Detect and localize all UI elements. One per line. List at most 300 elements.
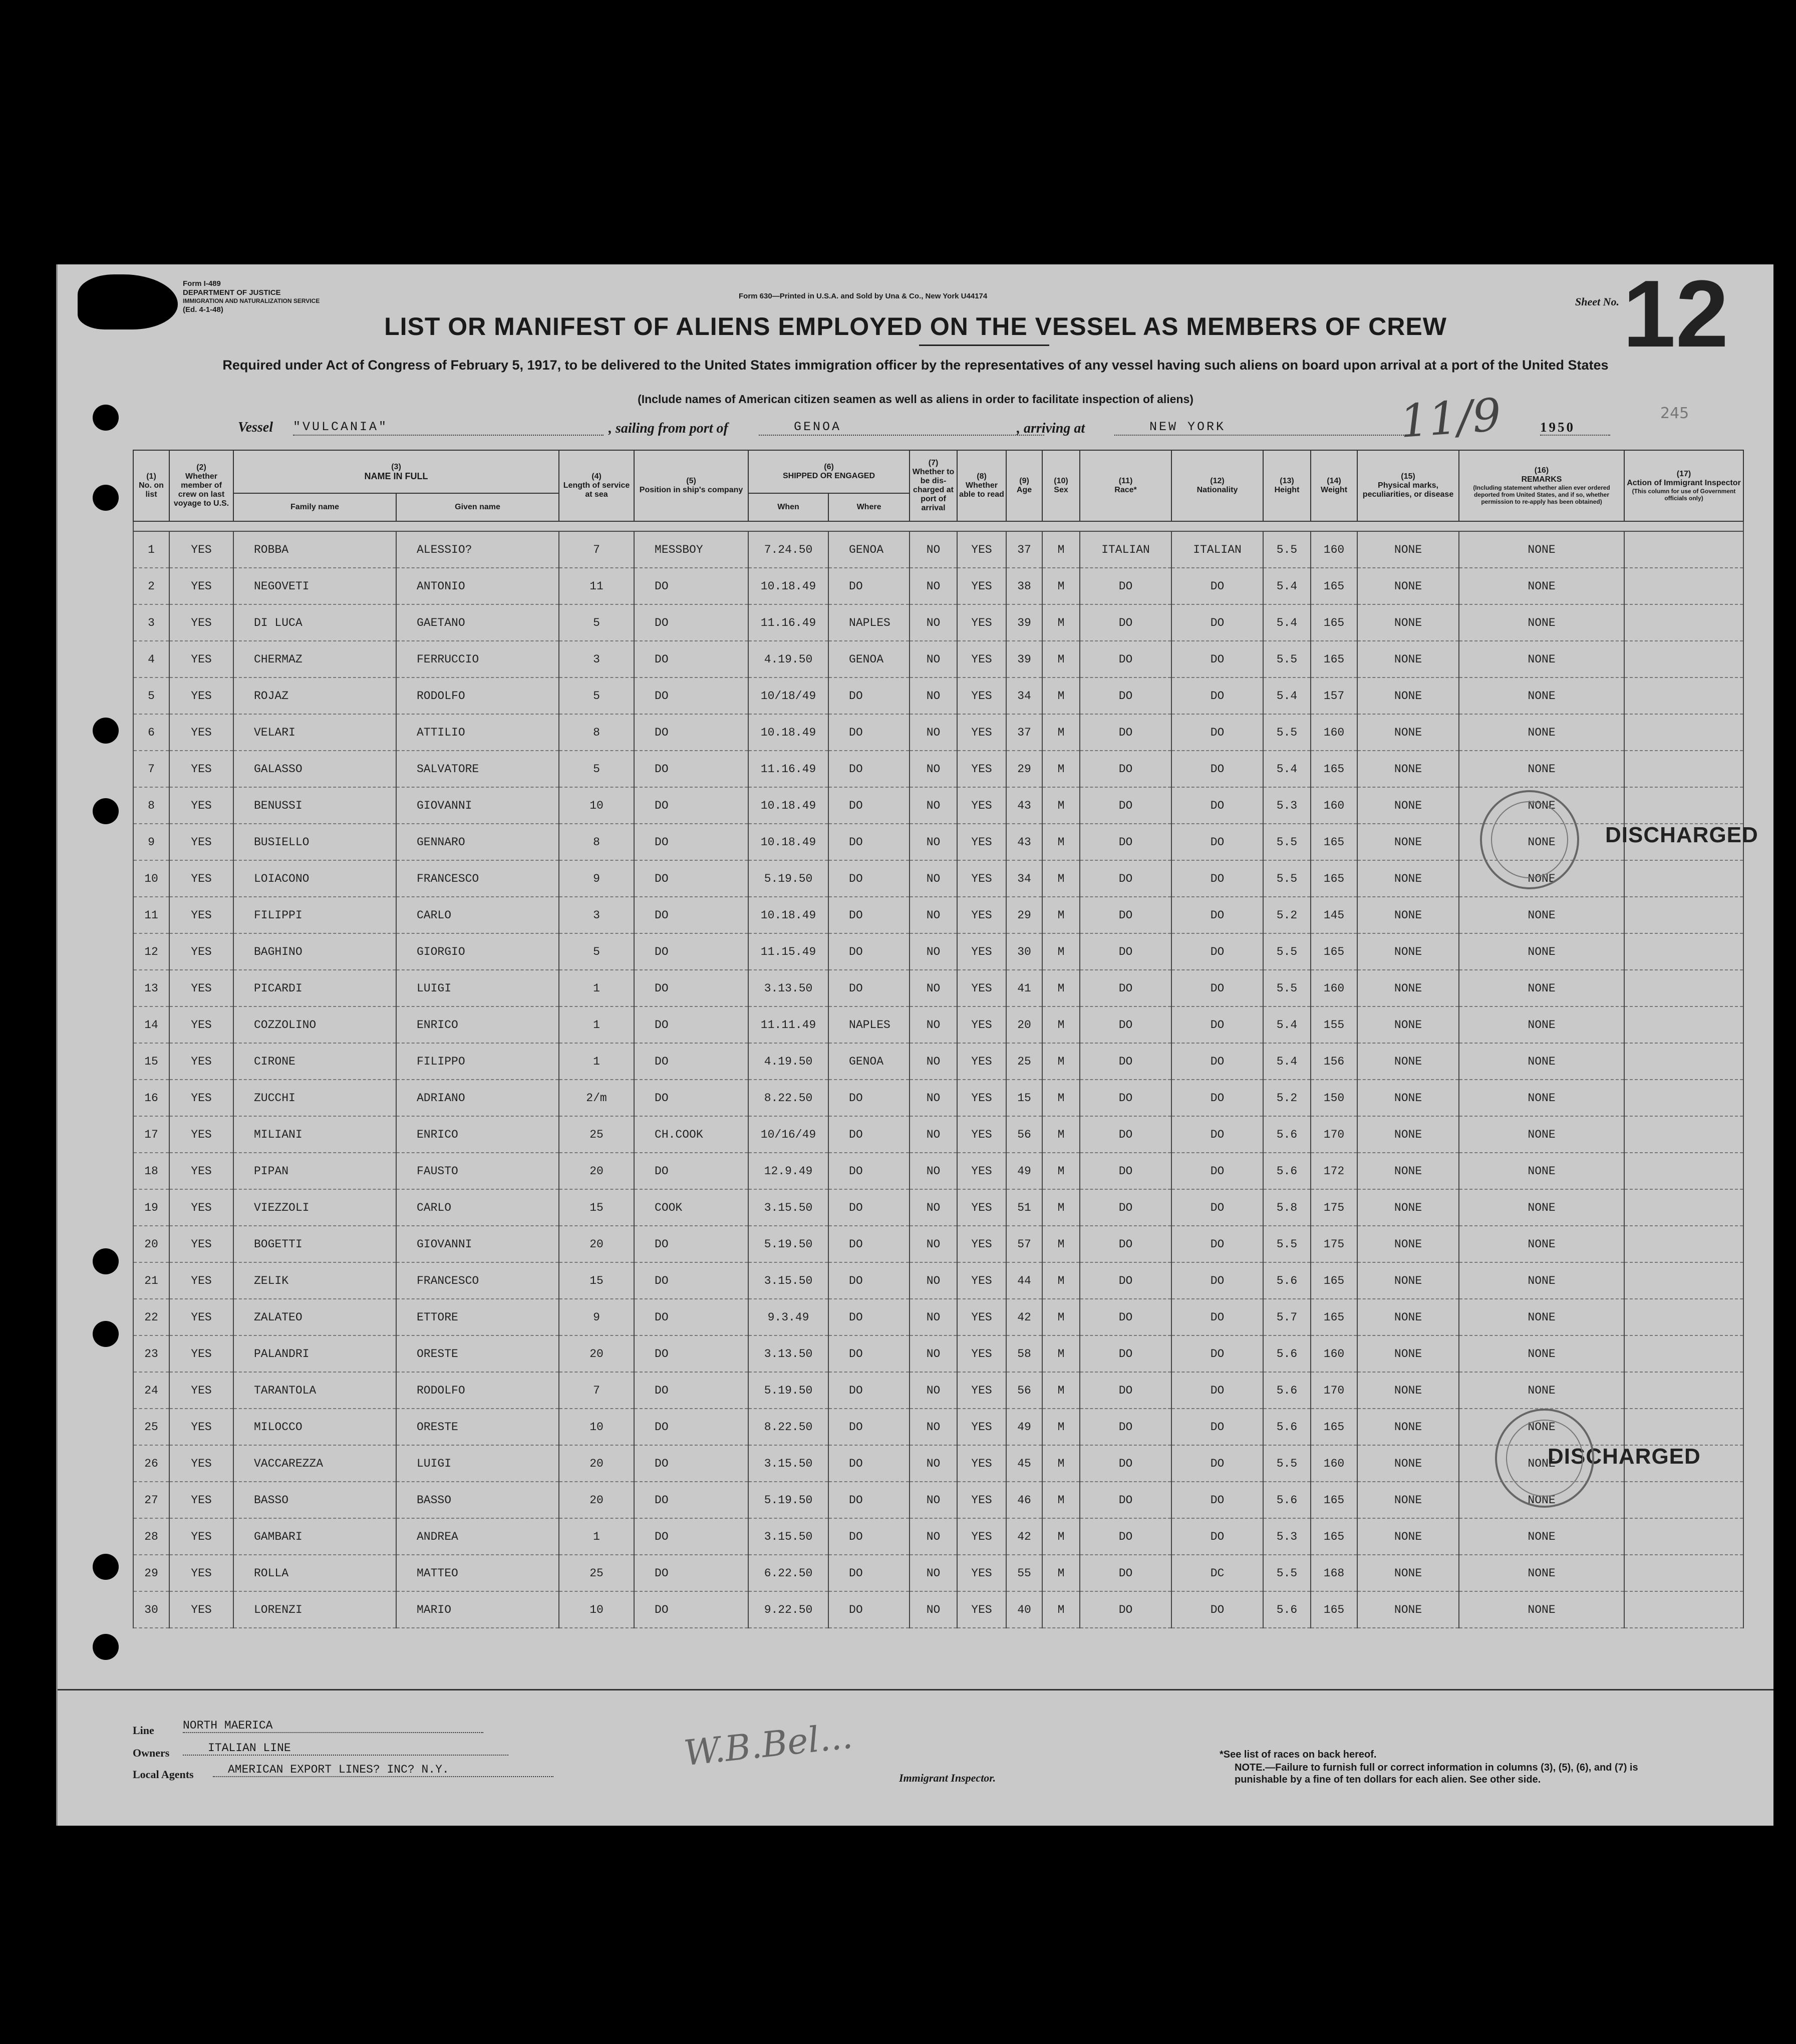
service-length: 1 xyxy=(559,1043,634,1080)
height: 5.4 xyxy=(1263,677,1311,714)
sex: M xyxy=(1042,897,1080,933)
nationality: DC xyxy=(1171,1555,1263,1591)
to-be-discharged: NO xyxy=(910,641,957,677)
race: DO xyxy=(1080,1262,1171,1299)
table-row xyxy=(133,1153,1743,1189)
col-header-age: (9) Age xyxy=(1006,450,1042,521)
weight: 156 xyxy=(1311,1043,1357,1080)
age: 30 xyxy=(1006,933,1042,970)
shipped-when: 5.19.50 xyxy=(748,1226,828,1262)
crew-last-voyage: YES xyxy=(169,824,233,860)
row-number: 19 xyxy=(133,1189,169,1226)
service-length: 2/m xyxy=(559,1080,634,1116)
to-be-discharged: NO xyxy=(910,860,957,897)
weight: 150 xyxy=(1311,1080,1357,1116)
able-to-read: YES xyxy=(957,1262,1006,1299)
position: DO xyxy=(634,970,748,1006)
row-number: 17 xyxy=(133,1116,169,1153)
department: DEPARTMENT OF JUSTICE xyxy=(183,288,281,297)
shipped-where: DO xyxy=(828,1226,910,1262)
able-to-read: YES xyxy=(957,1006,1006,1043)
vessel-field[interactable]: "VULCANIA" xyxy=(293,420,604,436)
able-to-read: YES xyxy=(957,1116,1006,1153)
family-name: VELARI xyxy=(233,714,396,751)
crew-last-voyage: YES xyxy=(169,1518,233,1555)
col-header-no: (1) No. on list xyxy=(133,450,169,521)
remarks: NONE xyxy=(1459,824,1624,860)
pencil-number: 245 xyxy=(1660,405,1689,422)
nationality: DO xyxy=(1171,714,1263,751)
weight: 157 xyxy=(1311,677,1357,714)
able-to-read: YES xyxy=(957,1409,1006,1445)
height: 5.6 xyxy=(1263,1591,1311,1628)
age: 15 xyxy=(1006,1080,1042,1116)
sex: M xyxy=(1042,568,1080,604)
remarks: NONE xyxy=(1459,714,1624,751)
row-number: 22 xyxy=(133,1299,169,1335)
remarks: NONE xyxy=(1459,897,1624,933)
remarks: NONE xyxy=(1459,787,1624,824)
weight: 168 xyxy=(1311,1555,1357,1591)
race: DO xyxy=(1080,1409,1171,1445)
physical-marks: NONE xyxy=(1357,531,1459,568)
weight: 165 xyxy=(1311,824,1357,860)
punch-hole xyxy=(93,485,119,511)
service-length: 10 xyxy=(559,1409,634,1445)
inspector-action xyxy=(1624,1555,1743,1591)
inspector-action xyxy=(1624,604,1743,641)
to-be-discharged: NO xyxy=(910,751,957,787)
nationality: DO xyxy=(1171,860,1263,897)
height: 5.5 xyxy=(1263,1555,1311,1591)
inspector-action xyxy=(1624,933,1743,970)
shipped-where: DO xyxy=(828,970,910,1006)
given-name: ADRIANO xyxy=(396,1080,559,1116)
given-name: ANDREA xyxy=(396,1518,559,1555)
race: DO xyxy=(1080,1189,1171,1226)
to-be-discharged: NO xyxy=(910,970,957,1006)
col-header-race: (11) Race* xyxy=(1080,450,1171,521)
port-to-field[interactable]: NEW YORK xyxy=(1114,420,1410,436)
able-to-read: YES xyxy=(957,1482,1006,1518)
remarks: NONE xyxy=(1459,641,1624,677)
race: DO xyxy=(1080,1482,1171,1518)
position: DO xyxy=(634,1482,748,1518)
to-be-discharged: NO xyxy=(910,787,957,824)
weight: 160 xyxy=(1311,1335,1357,1372)
height: 5.4 xyxy=(1263,1043,1311,1080)
remarks: NONE xyxy=(1459,1518,1624,1555)
service-length: 20 xyxy=(559,1445,634,1482)
to-be-discharged: NO xyxy=(910,1409,957,1445)
height: 5.4 xyxy=(1263,751,1311,787)
sex: M xyxy=(1042,751,1080,787)
crew-last-voyage: YES xyxy=(169,1226,233,1262)
family-name: ZELIK xyxy=(233,1262,396,1299)
physical-marks: NONE xyxy=(1357,1445,1459,1482)
to-be-discharged: NO xyxy=(910,1080,957,1116)
remarks: NONE xyxy=(1459,1335,1624,1372)
position: DO xyxy=(634,1555,748,1591)
service-length: 25 xyxy=(559,1116,634,1153)
position: DO xyxy=(634,1372,748,1409)
able-to-read: YES xyxy=(957,677,1006,714)
shipped-where: DO xyxy=(828,897,910,933)
weight: 160 xyxy=(1311,787,1357,824)
given-name: MATTEO xyxy=(396,1555,559,1591)
race: DO xyxy=(1080,1153,1171,1189)
age: 34 xyxy=(1006,677,1042,714)
height: 5.5 xyxy=(1263,531,1311,568)
position: DO xyxy=(634,604,748,641)
given-name: GAETANO xyxy=(396,604,559,641)
col-header-given: Given name xyxy=(396,493,559,521)
height: 5.2 xyxy=(1263,1080,1311,1116)
race: DO xyxy=(1080,1299,1171,1335)
able-to-read: YES xyxy=(957,1445,1006,1482)
race: DO xyxy=(1080,1226,1171,1262)
table-row xyxy=(133,1372,1743,1409)
position: DO xyxy=(634,1262,748,1299)
family-name: PALANDRI xyxy=(233,1335,396,1372)
physical-marks: NONE xyxy=(1357,1518,1459,1555)
weight: 145 xyxy=(1311,897,1357,933)
weight: 165 xyxy=(1311,1409,1357,1445)
service-length: 5 xyxy=(559,751,634,787)
shipped-when: 10/16/49 xyxy=(748,1116,828,1153)
remarks: NONE xyxy=(1459,1299,1624,1335)
sex: M xyxy=(1042,1372,1080,1409)
race: DO xyxy=(1080,677,1171,714)
family-name: CHERMAZ xyxy=(233,641,396,677)
inspector-action xyxy=(1624,1482,1743,1518)
inspection-seal xyxy=(1480,790,1579,889)
age: 43 xyxy=(1006,787,1042,824)
service-length: 3 xyxy=(559,897,634,933)
weight: 165 xyxy=(1311,641,1357,677)
position: DO xyxy=(634,897,748,933)
inspector-action xyxy=(1624,531,1743,568)
crew-last-voyage: YES xyxy=(169,714,233,751)
sex: M xyxy=(1042,714,1080,751)
inspector-action xyxy=(1624,677,1743,714)
sex: M xyxy=(1042,1591,1080,1628)
able-to-read: YES xyxy=(957,1335,1006,1372)
service-length: 5 xyxy=(559,677,634,714)
sex: M xyxy=(1042,1555,1080,1591)
family-name: GALASSO xyxy=(233,751,396,787)
table-row xyxy=(133,1335,1743,1372)
remarks: NONE xyxy=(1459,1482,1624,1518)
shipped-where: GENOA xyxy=(828,1043,910,1080)
inspector-action xyxy=(1624,751,1743,787)
nationality: DO xyxy=(1171,1335,1263,1372)
age: 49 xyxy=(1006,1153,1042,1189)
shipped-when: 3.15.50 xyxy=(748,1262,828,1299)
nationality: DO xyxy=(1171,897,1263,933)
table-row xyxy=(133,568,1743,604)
weight: 160 xyxy=(1311,531,1357,568)
shipped-when: 11.16.49 xyxy=(748,751,828,787)
weight: 170 xyxy=(1311,1372,1357,1409)
shipped-where: NAPLES xyxy=(828,604,910,641)
row-number: 27 xyxy=(133,1482,169,1518)
physical-marks: NONE xyxy=(1357,1043,1459,1080)
given-name: FRANCESCO xyxy=(396,860,559,897)
shipped-where: NAPLES xyxy=(828,1006,910,1043)
able-to-read: YES xyxy=(957,1555,1006,1591)
arrival-date-handwritten: 11/9 xyxy=(1398,389,1503,448)
inspector-action xyxy=(1624,970,1743,1006)
physical-marks: NONE xyxy=(1357,1189,1459,1226)
family-name: NEGOVETI xyxy=(233,568,396,604)
age: 45 xyxy=(1006,1445,1042,1482)
able-to-read: YES xyxy=(957,897,1006,933)
weight: 165 xyxy=(1311,604,1357,641)
position: DO xyxy=(634,1409,748,1445)
nationality: DO xyxy=(1171,824,1263,860)
remarks: NONE xyxy=(1459,1555,1624,1591)
age: 29 xyxy=(1006,751,1042,787)
shipped-when: 3.15.50 xyxy=(748,1189,828,1226)
port-from-field[interactable]: GENOA xyxy=(759,420,1044,436)
to-be-discharged: NO xyxy=(910,568,957,604)
remarks: NONE xyxy=(1459,1372,1624,1409)
row-number: 11 xyxy=(133,897,169,933)
height: 5.5 xyxy=(1263,933,1311,970)
inspector-action xyxy=(1624,787,1743,824)
family-name: BENUSSI xyxy=(233,787,396,824)
physical-marks: NONE xyxy=(1357,641,1459,677)
remarks: NONE xyxy=(1459,604,1624,641)
nationality: DO xyxy=(1171,933,1263,970)
physical-marks: NONE xyxy=(1357,1335,1459,1372)
family-name: VIEZZOLI xyxy=(233,1189,396,1226)
position: DO xyxy=(634,1080,748,1116)
shipped-when: 10.18.49 xyxy=(748,787,828,824)
nationality: DO xyxy=(1171,1445,1263,1482)
inspector-signature: W.B.Bel... xyxy=(682,1715,855,1774)
shipped-when: 4.19.50 xyxy=(748,1043,828,1080)
inspector-action xyxy=(1624,1335,1743,1372)
service-length: 11 xyxy=(559,568,634,604)
age: 37 xyxy=(1006,531,1042,568)
weight: 160 xyxy=(1311,1445,1357,1482)
punch-hole xyxy=(93,1321,119,1347)
age: 46 xyxy=(1006,1482,1042,1518)
family-name: ROLLA xyxy=(233,1555,396,1591)
col-header-nationality: (12) Nationality xyxy=(1171,450,1263,521)
to-be-discharged: NO xyxy=(910,1518,957,1555)
position: DO xyxy=(634,933,748,970)
race: DO xyxy=(1080,1372,1171,1409)
remarks: NONE xyxy=(1459,1445,1624,1482)
family-name: BOGETTI xyxy=(233,1226,396,1262)
able-to-read: YES xyxy=(957,970,1006,1006)
remarks: NONE xyxy=(1459,1116,1624,1153)
nationality: DO xyxy=(1171,1482,1263,1518)
shipped-when: 3.15.50 xyxy=(748,1445,828,1482)
physical-marks: NONE xyxy=(1357,1006,1459,1043)
row-number: 21 xyxy=(133,1262,169,1299)
to-be-discharged: NO xyxy=(910,1262,957,1299)
line-label: Line xyxy=(133,1724,154,1737)
race: DO xyxy=(1080,1116,1171,1153)
service-length: 20 xyxy=(559,1335,634,1372)
sex: M xyxy=(1042,1299,1080,1335)
col-header-read: (8) Whether able to read xyxy=(957,450,1006,521)
family-name: GAMBARI xyxy=(233,1518,396,1555)
vessel-label: Vessel xyxy=(238,420,273,435)
remarks: NONE xyxy=(1459,970,1624,1006)
position: DO xyxy=(634,1591,748,1628)
to-be-discharged: NO xyxy=(910,824,957,860)
shipped-where: DO xyxy=(828,1518,910,1555)
nationality: DO xyxy=(1171,1518,1263,1555)
given-name: LUIGI xyxy=(396,970,559,1006)
table-row xyxy=(133,1482,1743,1518)
nationality: DO xyxy=(1171,1153,1263,1189)
able-to-read: YES xyxy=(957,604,1006,641)
service-length: 3 xyxy=(559,641,634,677)
physical-marks: NONE xyxy=(1357,1409,1459,1445)
given-name: RODOLFO xyxy=(396,1372,559,1409)
shipped-when: 5.19.50 xyxy=(748,1482,828,1518)
sex: M xyxy=(1042,604,1080,641)
table-row xyxy=(133,897,1743,933)
age: 41 xyxy=(1006,970,1042,1006)
given-name: SALVATORE xyxy=(396,751,559,787)
table-row xyxy=(133,970,1743,1006)
agents-label: Local Agents xyxy=(133,1768,194,1781)
able-to-read: YES xyxy=(957,714,1006,751)
crew-last-voyage: YES xyxy=(169,933,233,970)
service-length: 5 xyxy=(559,933,634,970)
given-name: ETTORE xyxy=(396,1299,559,1335)
family-name: FILIPPI xyxy=(233,897,396,933)
family-name: BAGHINO xyxy=(233,933,396,970)
inspector-action xyxy=(1624,1409,1743,1445)
physical-marks: NONE xyxy=(1357,714,1459,751)
race: DO xyxy=(1080,714,1171,751)
weight: 165 xyxy=(1311,860,1357,897)
printer-line: Form 630—Printed in U.S.A. and Sold by Una & Co., New York U44174 xyxy=(739,292,988,300)
remarks: NONE xyxy=(1459,751,1624,787)
row-number: 29 xyxy=(133,1555,169,1591)
age: 38 xyxy=(1006,568,1042,604)
able-to-read: YES xyxy=(957,1299,1006,1335)
service-length: 8 xyxy=(559,824,634,860)
shipped-when: 12.9.49 xyxy=(748,1153,828,1189)
remarks: NONE xyxy=(1459,1006,1624,1043)
sex: M xyxy=(1042,1043,1080,1080)
position: DO xyxy=(634,1299,748,1335)
shipped-when: 5.19.50 xyxy=(748,1372,828,1409)
row-number: 20 xyxy=(133,1226,169,1262)
table-row xyxy=(133,933,1743,970)
age: 49 xyxy=(1006,1409,1042,1445)
given-name: ENRICO xyxy=(396,1116,559,1153)
shipped-when: 8.22.50 xyxy=(748,1080,828,1116)
col-header-name: (3) NAME IN FULL xyxy=(233,450,559,493)
agents-field[interactable]: AMERICAN EXPORT LINES? INC? N.Y. xyxy=(213,1763,553,1777)
service: IMMIGRATION AND NATURALIZATION SERVICE xyxy=(183,297,320,304)
row-number: 25 xyxy=(133,1409,169,1445)
race: DO xyxy=(1080,1043,1171,1080)
shipped-when: 3.15.50 xyxy=(748,1518,828,1555)
inspector-action xyxy=(1624,1080,1743,1116)
position: DO xyxy=(634,1043,748,1080)
row-number: 24 xyxy=(133,1372,169,1409)
punch-hole xyxy=(93,798,119,824)
position: DO xyxy=(634,824,748,860)
nationality: DO xyxy=(1171,1043,1263,1080)
shipped-when: 5.19.50 xyxy=(748,860,828,897)
punch-hole xyxy=(93,1634,119,1660)
physical-marks: NONE xyxy=(1357,1591,1459,1628)
service-length: 7 xyxy=(559,1372,634,1409)
to-be-discharged: NO xyxy=(910,531,957,568)
title-underline xyxy=(919,345,1049,346)
col-header-remarks: (16) REMARKS (Including statement whether alien ever ordered deported from United States, and if so, whether permission to re-apply has been obtained) xyxy=(1459,450,1624,521)
family-name: ZALATEO xyxy=(233,1299,396,1335)
physical-marks: NONE xyxy=(1357,1372,1459,1409)
given-name: ATTILIO xyxy=(396,714,559,751)
family-name: PICARDI xyxy=(233,970,396,1006)
shipped-when: 11.11.49 xyxy=(748,1006,828,1043)
family-name: COZZOLINO xyxy=(233,1006,396,1043)
table-row xyxy=(133,1299,1743,1335)
service-length: 25 xyxy=(559,1555,634,1591)
table-row xyxy=(133,531,1743,568)
year-field[interactable]: 1950 xyxy=(1540,420,1610,436)
family-name: ZUCCHI xyxy=(233,1080,396,1116)
able-to-read: YES xyxy=(957,641,1006,677)
shipped-when: 10.18.49 xyxy=(748,714,828,751)
line-field[interactable]: NORTH MAERICA xyxy=(183,1719,483,1733)
able-to-read: YES xyxy=(957,824,1006,860)
nationality: DO xyxy=(1171,751,1263,787)
position: CH.COOK xyxy=(634,1116,748,1153)
table-row xyxy=(133,1043,1743,1080)
nationality: DO xyxy=(1171,970,1263,1006)
weight: 165 xyxy=(1311,1591,1357,1628)
service-length: 20 xyxy=(559,1153,634,1189)
inspector-action xyxy=(1624,568,1743,604)
age: 39 xyxy=(1006,604,1042,641)
position: DO xyxy=(634,714,748,751)
race: DO xyxy=(1080,1591,1171,1628)
to-be-discharged: NO xyxy=(910,1153,957,1189)
to-be-discharged: NO xyxy=(910,897,957,933)
inspector-action xyxy=(1624,1262,1743,1299)
owners-field[interactable]: ITALIAN LINE xyxy=(183,1742,508,1756)
service-length: 10 xyxy=(559,1591,634,1628)
shipped-when: 10.18.49 xyxy=(748,897,828,933)
age: 20 xyxy=(1006,1006,1042,1043)
age: 42 xyxy=(1006,1518,1042,1555)
col-header-where: Where xyxy=(828,493,910,521)
inspector-action xyxy=(1624,714,1743,751)
race: DO xyxy=(1080,568,1171,604)
sheet-number: 12 xyxy=(1623,261,1729,367)
shipped-when: 10.18.49 xyxy=(748,824,828,860)
inspector-label: Immigrant Inspector. xyxy=(899,1772,996,1784)
col-header-sex: (10) Sex xyxy=(1042,450,1080,521)
crew-last-voyage: YES xyxy=(169,641,233,677)
col-header-marks: (15) Physical marks, peculiarities, or disease xyxy=(1357,450,1459,521)
age: 42 xyxy=(1006,1299,1042,1335)
